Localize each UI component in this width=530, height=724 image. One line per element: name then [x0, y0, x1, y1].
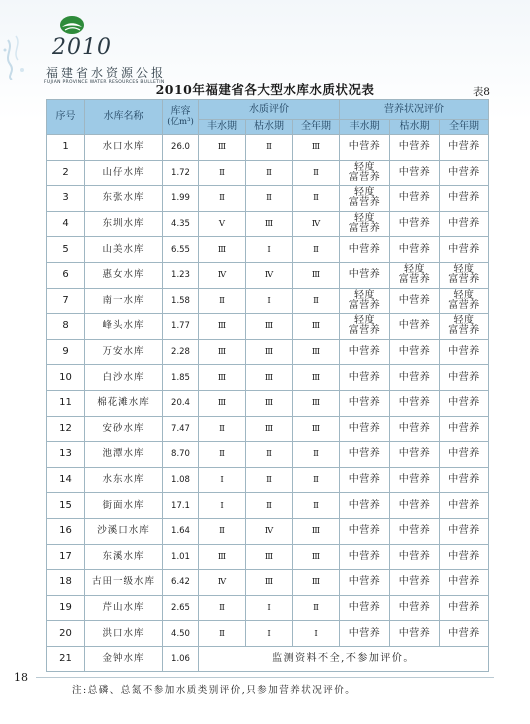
seq-cell: 14	[47, 467, 85, 493]
name-cell: 棉花滩水库	[85, 390, 163, 416]
nutrition-dry-cell: 中营养	[390, 339, 440, 365]
quality-wet-cell: Ⅰ	[199, 493, 246, 519]
quality-wet-cell: Ⅲ	[199, 314, 246, 340]
nutrition-wet-cell: 中营养	[340, 518, 390, 544]
quality-dry-cell: Ⅲ	[246, 544, 293, 570]
quality-dry-cell: Ⅰ	[246, 288, 293, 314]
quality-dry-cell: Ⅰ	[246, 595, 293, 621]
col-quality-year: 全年期	[293, 120, 340, 135]
bulletin-title-en: FUJIAN PROVINCE WATER RESOURCES BULLETIN	[44, 80, 165, 85]
table-row	[47, 518, 489, 544]
quality-dry-cell: Ⅲ	[246, 390, 293, 416]
table-number: 表8	[472, 86, 490, 98]
nutrition-year-cell: 中营养	[440, 518, 489, 544]
nutrition-year-cell: 中营养	[440, 160, 489, 186]
quality-dry-cell: Ⅱ	[246, 160, 293, 186]
col-seq: 序号	[47, 100, 85, 135]
quality-year-cell: Ⅱ	[293, 467, 340, 493]
quality-year-cell: Ⅱ	[293, 186, 340, 212]
seq-cell: 6	[47, 262, 85, 288]
table-row	[47, 570, 489, 596]
nutrition-dry-cell: 中营养	[390, 365, 440, 391]
capacity-cell: 1.58	[163, 288, 199, 314]
table-row	[47, 390, 489, 416]
seq-cell: 18	[47, 570, 85, 596]
nutrition-wet-cell: 中营养	[340, 237, 390, 263]
seq-cell: 17	[47, 544, 85, 570]
name-cell: 白沙水库	[85, 365, 163, 391]
nutrition-dry-cell: 中营养	[390, 288, 440, 314]
bulletin-year: 2010	[52, 35, 112, 60]
capacity-cell: 1.64	[163, 518, 199, 544]
reservoir-quality-table	[46, 99, 489, 672]
table-row	[47, 237, 489, 263]
table-body	[47, 135, 489, 672]
nutrition-dry-cell: 中营养	[390, 390, 440, 416]
table-row	[47, 288, 489, 314]
nutrition-year-cell: 中营养	[440, 186, 489, 212]
nutrition-dry-cell: 中营养	[390, 518, 440, 544]
nutrition-year-cell: 中营养	[440, 211, 489, 237]
bulletin-logo	[22, 14, 212, 84]
table-row	[47, 262, 489, 288]
table-row	[47, 186, 489, 212]
quality-year-cell: Ⅱ	[293, 237, 340, 263]
nutrition-year-cell: 中营养	[440, 493, 489, 519]
nutrition-dry-cell: 轻度 富营养	[390, 262, 440, 288]
col-quality-wet: 丰水期	[199, 120, 246, 135]
capacity-cell: 1.06	[163, 646, 199, 672]
capacity-cell: 1.01	[163, 544, 199, 570]
capacity-cell: 1.99	[163, 186, 199, 212]
quality-wet-cell: Ⅴ	[199, 211, 246, 237]
nutrition-dry-cell: 中营养	[390, 237, 440, 263]
name-cell: 街面水库	[85, 493, 163, 519]
quality-dry-cell: Ⅱ	[246, 493, 293, 519]
seq-cell: 15	[47, 493, 85, 519]
table-row	[47, 646, 489, 672]
capacity-cell: 17.1	[163, 493, 199, 519]
name-cell: 峰头水库	[85, 314, 163, 340]
nutrition-wet-cell: 中营养	[340, 544, 390, 570]
seq-cell: 5	[47, 237, 85, 263]
col-capacity-label: 库容	[170, 106, 191, 117]
quality-dry-cell: Ⅲ	[246, 416, 293, 442]
quality-year-cell: Ⅱ	[293, 160, 340, 186]
nutrition-dry-cell: 中营养	[390, 442, 440, 468]
nutrition-wet-cell: 轻度 富营养	[340, 288, 390, 314]
col-nutrition-year: 全年期	[440, 120, 489, 135]
col-capacity-unit: (亿m³)	[167, 117, 194, 127]
col-capacity	[163, 100, 199, 135]
name-cell: 万安水库	[85, 339, 163, 365]
nutrition-year-cell: 轻度 富营养	[440, 288, 489, 314]
name-cell: 水口水库	[85, 135, 163, 161]
quality-year-cell: Ⅱ	[293, 493, 340, 519]
nutrition-dry-cell: 中营养	[390, 416, 440, 442]
seq-cell: 21	[47, 646, 85, 672]
col-group-quality: 水质评价	[199, 100, 340, 120]
col-group-nutrition: 营养状况评价	[340, 100, 489, 120]
name-cell: 沙溪口水库	[85, 518, 163, 544]
quality-year-cell: Ⅲ	[293, 365, 340, 391]
capacity-cell: 2.65	[163, 595, 199, 621]
quality-wet-cell: Ⅱ	[199, 442, 246, 468]
bulletin-title-cn: 福建省水资源公报	[46, 66, 167, 80]
quality-wet-cell: Ⅲ	[199, 365, 246, 391]
table-row	[47, 135, 489, 161]
nutrition-wet-cell: 中营养	[340, 135, 390, 161]
quality-dry-cell: Ⅰ	[246, 621, 293, 647]
nutrition-year-cell: 中营养	[440, 135, 489, 161]
nutrition-year-cell: 中营养	[440, 390, 489, 416]
nutrition-year-cell: 中营养	[440, 339, 489, 365]
capacity-cell: 1.77	[163, 314, 199, 340]
quality-dry-cell: Ⅲ	[246, 365, 293, 391]
quality-wet-cell: Ⅲ	[199, 544, 246, 570]
quality-dry-cell: Ⅳ	[246, 518, 293, 544]
seq-cell: 10	[47, 365, 85, 391]
quality-wet-cell: Ⅰ	[199, 467, 246, 493]
quality-year-cell: Ⅲ	[293, 314, 340, 340]
quality-dry-cell: Ⅲ	[246, 211, 293, 237]
nutrition-year-cell: 中营养	[440, 570, 489, 596]
capacity-cell: 6.55	[163, 237, 199, 263]
table-note: 注:总磷、总氮不参加水质类别评价,只参加营养状况评价。	[72, 685, 357, 696]
capacity-cell: 7.47	[163, 416, 199, 442]
quality-year-cell: Ⅱ	[293, 442, 340, 468]
table-row	[47, 416, 489, 442]
nutrition-wet-cell: 轻度 富营养	[340, 186, 390, 212]
nutrition-year-cell: 轻度 富营养	[440, 314, 489, 340]
footer-divider	[36, 677, 494, 678]
quality-dry-cell: Ⅱ	[246, 186, 293, 212]
seq-cell: 19	[47, 595, 85, 621]
seq-cell: 8	[47, 314, 85, 340]
name-cell: 洪口水库	[85, 621, 163, 647]
quality-wet-cell: Ⅱ	[199, 416, 246, 442]
quality-dry-cell: Ⅲ	[246, 339, 293, 365]
nutrition-dry-cell: 中营养	[390, 186, 440, 212]
quality-year-cell: Ⅲ	[293, 262, 340, 288]
capacity-cell: 1.72	[163, 160, 199, 186]
name-cell: 东张水库	[85, 186, 163, 212]
quality-year-cell: Ⅲ	[293, 135, 340, 161]
name-cell: 山美水库	[85, 237, 163, 263]
seq-cell: 7	[47, 288, 85, 314]
table-row	[47, 211, 489, 237]
nutrition-dry-cell: 中营养	[390, 135, 440, 161]
name-cell: 惠女水库	[85, 262, 163, 288]
nutrition-wet-cell: 中营养	[340, 365, 390, 391]
name-cell: 水东水库	[85, 467, 163, 493]
nutrition-year-cell: 中营养	[440, 544, 489, 570]
table-row	[47, 595, 489, 621]
nutrition-year-cell: 中营养	[440, 467, 489, 493]
page-number: 18	[14, 671, 28, 684]
nutrition-wet-cell: 中营养	[340, 390, 390, 416]
name-cell: 南一水库	[85, 288, 163, 314]
table-title: 2010年福建省各大型水库水质状况表	[155, 82, 375, 97]
nutrition-year-cell: 中营养	[440, 595, 489, 621]
name-cell: 山仔水库	[85, 160, 163, 186]
seq-cell: 20	[47, 621, 85, 647]
capacity-cell: 8.70	[163, 442, 199, 468]
table-row	[47, 339, 489, 365]
quality-wet-cell: Ⅱ	[199, 518, 246, 544]
table-row	[47, 621, 489, 647]
col-nutrition-dry: 枯水期	[390, 120, 440, 135]
quality-dry-cell: Ⅱ	[246, 467, 293, 493]
quality-dry-cell: Ⅰ	[246, 237, 293, 263]
seq-cell: 2	[47, 160, 85, 186]
quality-dry-cell: Ⅱ	[246, 442, 293, 468]
seq-cell: 12	[47, 416, 85, 442]
quality-dry-cell: Ⅲ	[246, 314, 293, 340]
nutrition-wet-cell: 轻度 富营养	[340, 160, 390, 186]
quality-dry-cell: Ⅳ	[246, 262, 293, 288]
capacity-cell: 1.85	[163, 365, 199, 391]
col-quality-dry: 枯水期	[246, 120, 293, 135]
quality-year-cell: Ⅲ	[293, 339, 340, 365]
name-cell: 东圳水库	[85, 211, 163, 237]
capacity-cell: 4.50	[163, 621, 199, 647]
quality-wet-cell: Ⅱ	[199, 621, 246, 647]
nutrition-wet-cell: 中营养	[340, 442, 390, 468]
nutrition-year-cell: 轻度 富营养	[440, 262, 489, 288]
capacity-cell: 20.4	[163, 390, 199, 416]
quality-wet-cell: Ⅱ	[199, 160, 246, 186]
col-name: 水库名称	[85, 100, 163, 135]
nutrition-wet-cell: 中营养	[340, 493, 390, 519]
nutrition-wet-cell: 轻度 富营养	[340, 314, 390, 340]
table-row	[47, 160, 489, 186]
table-row	[47, 493, 489, 519]
table-row	[47, 544, 489, 570]
name-cell: 古田一级水库	[85, 570, 163, 596]
nutrition-dry-cell: 中营养	[390, 314, 440, 340]
capacity-cell: 1.23	[163, 262, 199, 288]
quality-wet-cell: Ⅲ	[199, 135, 246, 161]
name-cell: 东溪水库	[85, 544, 163, 570]
quality-dry-cell: Ⅱ	[246, 135, 293, 161]
nutrition-wet-cell: 中营养	[340, 262, 390, 288]
capacity-cell: 1.08	[163, 467, 199, 493]
quality-year-cell: Ⅰ	[293, 621, 340, 647]
seq-cell: 13	[47, 442, 85, 468]
name-cell: 金钟水库	[85, 646, 163, 672]
nutrition-dry-cell: 中营养	[390, 467, 440, 493]
seq-cell: 11	[47, 390, 85, 416]
capacity-cell: 2.28	[163, 339, 199, 365]
table-row	[47, 467, 489, 493]
nutrition-wet-cell: 中营养	[340, 467, 390, 493]
quality-year-cell: Ⅱ	[293, 288, 340, 314]
nutrition-year-cell: 中营养	[440, 416, 489, 442]
nutrition-wet-cell: 中营养	[340, 595, 390, 621]
table-row	[47, 442, 489, 468]
nutrition-dry-cell: 中营养	[390, 160, 440, 186]
quality-year-cell: Ⅲ	[293, 390, 340, 416]
name-cell: 芹山水库	[85, 595, 163, 621]
table-row	[47, 314, 489, 340]
nutrition-dry-cell: 中营养	[390, 211, 440, 237]
nutrition-wet-cell: 中营养	[340, 570, 390, 596]
nutrition-wet-cell: 中营养	[340, 621, 390, 647]
quality-year-cell: Ⅲ	[293, 544, 340, 570]
nutrition-wet-cell: 中营养	[340, 416, 390, 442]
nutrition-dry-cell: 中营养	[390, 544, 440, 570]
nutrition-year-cell: 中营养	[440, 237, 489, 263]
table-row	[47, 365, 489, 391]
nutrition-wet-cell: 轻度 富营养	[340, 211, 390, 237]
quality-dry-cell: Ⅲ	[246, 570, 293, 596]
quality-wet-cell: Ⅱ	[199, 595, 246, 621]
seq-cell: 3	[47, 186, 85, 212]
water-drop-logo-icon	[58, 14, 86, 36]
quality-wet-cell: Ⅱ	[199, 186, 246, 212]
nutrition-year-cell: 中营养	[440, 365, 489, 391]
quality-year-cell: Ⅳ	[293, 211, 340, 237]
quality-year-cell: Ⅲ	[293, 416, 340, 442]
capacity-cell: 4.35	[163, 211, 199, 237]
seq-cell: 1	[47, 135, 85, 161]
nutrition-year-cell: 中营养	[440, 621, 489, 647]
capacity-cell: 6.42	[163, 570, 199, 596]
nutrition-year-cell: 中营养	[440, 442, 489, 468]
quality-wet-cell: Ⅳ	[199, 262, 246, 288]
quality-year-cell: Ⅱ	[293, 595, 340, 621]
quality-wet-cell: Ⅳ	[199, 570, 246, 596]
nutrition-dry-cell: 中营养	[390, 570, 440, 596]
capacity-cell: 26.0	[163, 135, 199, 161]
seq-cell: 16	[47, 518, 85, 544]
quality-wet-cell: Ⅲ	[199, 390, 246, 416]
name-cell: 安砂水库	[85, 416, 163, 442]
name-cell: 池潭水库	[85, 442, 163, 468]
quality-wet-cell: Ⅱ	[199, 288, 246, 314]
col-nutrition-wet: 丰水期	[340, 120, 390, 135]
quality-year-cell: Ⅲ	[293, 570, 340, 596]
quality-wet-cell: Ⅲ	[199, 339, 246, 365]
quality-wet-cell: Ⅲ	[199, 237, 246, 263]
nutrition-wet-cell: 中营养	[340, 339, 390, 365]
nutrition-dry-cell: 中营养	[390, 621, 440, 647]
seq-cell: 4	[47, 211, 85, 237]
remark-cell: 监测资料不全,不参加评价。	[199, 646, 489, 672]
seq-cell: 9	[47, 339, 85, 365]
nutrition-dry-cell: 中营养	[390, 493, 440, 519]
quality-year-cell: Ⅲ	[293, 518, 340, 544]
nutrition-dry-cell: 中营养	[390, 595, 440, 621]
